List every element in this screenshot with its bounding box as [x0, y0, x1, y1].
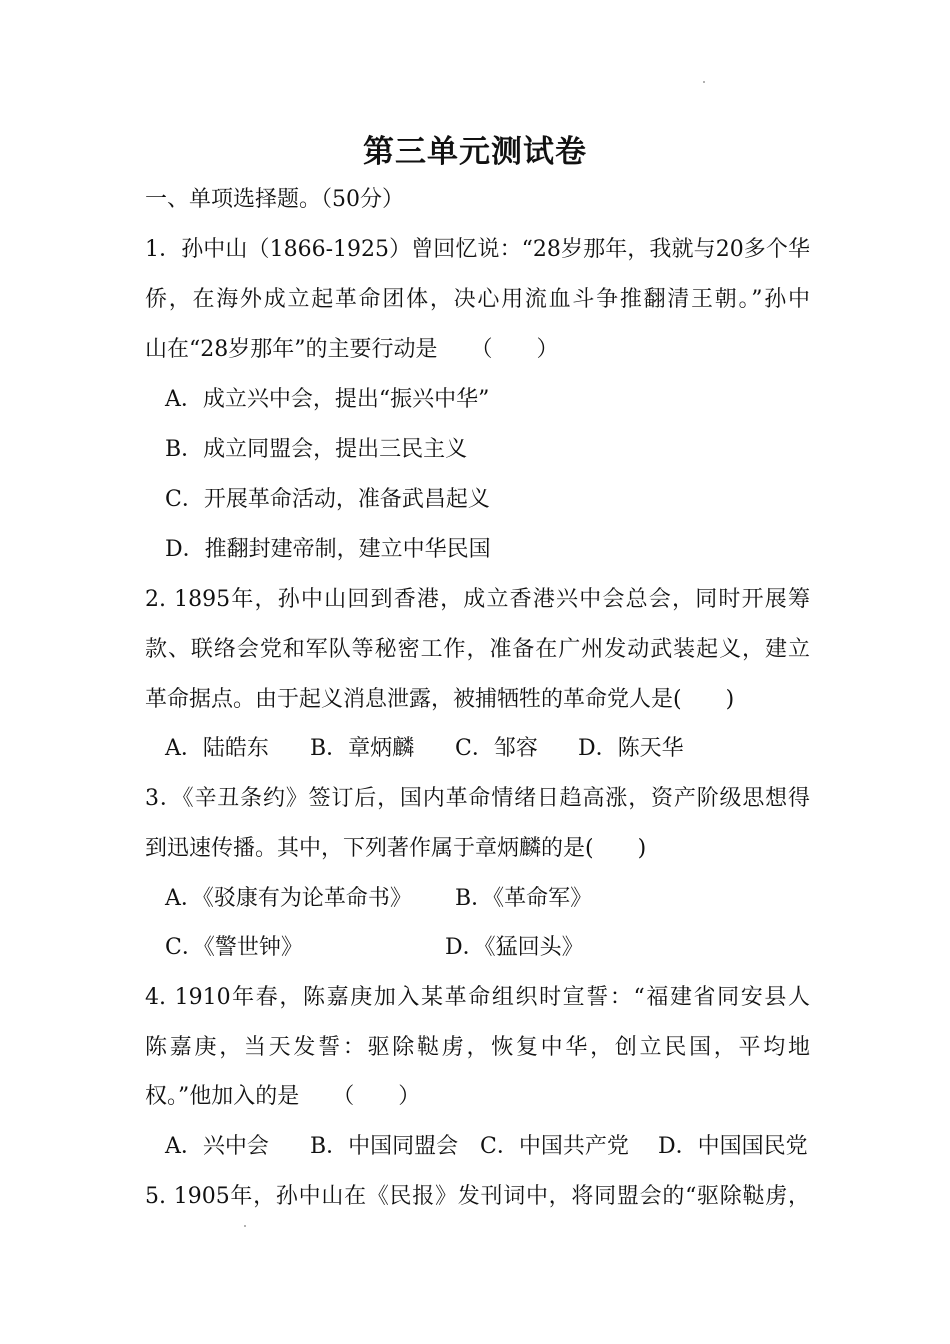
- question-4-option-a: A．兴中会: [165, 1134, 269, 1159]
- question-4-option-c: C．中国共产党: [480, 1134, 629, 1159]
- question-4-line-3: 权。”他加入的是 （ ）: [145, 1084, 421, 1109]
- question-4-line-1: 4. 1910年春，陈嘉庚加入某革命组织时宣誓：“福建省同安县人: [145, 985, 810, 1010]
- question-1-line-3: 山在“28岁那年”的主要行动是 （ ）: [145, 337, 559, 362]
- question-3-line-1: 3．《辛丑条约》签订后，国内革命情绪日趋高涨，资产阶级思想得: [145, 786, 810, 811]
- question-3-option-d: D．《猛回头》: [445, 935, 584, 960]
- question-1-line-2: 侨，在海外成立起革命团体，决心用流血斗争推翻清王朝。”孙中: [145, 287, 810, 312]
- question-2-option-b: B．章炳麟: [310, 736, 415, 761]
- question-1-option-d: D．推翻封建帝制，建立中华民国: [165, 537, 491, 562]
- scan-dot: [244, 1225, 246, 1227]
- question-3-option-b: B．《革命军》: [455, 886, 593, 911]
- question-3-option-c: C．《警世钟》: [165, 935, 303, 960]
- scan-dot: [703, 81, 705, 83]
- section-heading: 一、单项选择题。（50分）: [145, 187, 404, 212]
- question-3-options-row-2: [0, 932, 950, 964]
- question-2-option-c: C．邹容: [455, 736, 538, 761]
- question-4-options: [0, 1131, 950, 1163]
- question-2-line-3: 革命据点。由于起义消息泄露，被捕牺牲的革命党人是( ): [145, 687, 735, 712]
- question-1-option-c: C．开展革命活动，准备武昌起义: [165, 487, 490, 512]
- question-2-line-1: 2. 1895年，孙中山回到香港，成立香港兴中会总会，同时开展筹: [145, 587, 810, 612]
- question-2-line-2: 款、联络会党和军队等秘密工作，准备在广州发动武装起义，建立: [145, 637, 810, 662]
- question-4-option-d: D．中国国民党: [658, 1134, 808, 1159]
- question-3-line-2: 到迅速传播。其中，下列著作属于章炳麟的是( ): [145, 836, 647, 861]
- question-2-option-d: D．陈天华: [578, 736, 684, 761]
- question-1-option-a: A．成立兴中会，提出“振兴中华”: [165, 387, 490, 412]
- question-1-option-b: B．成立同盟会，提出三民主义: [165, 437, 468, 462]
- question-3-options-row-1: [0, 883, 950, 915]
- question-4-option-b: B．中国同盟会: [310, 1134, 459, 1159]
- question-2-option-a: A．陆皓东: [165, 736, 269, 761]
- question-3-option-a: A．《驳康有为论革命书》: [165, 886, 412, 911]
- page-title: 第三单元测试卷: [363, 134, 587, 170]
- question-5-line-1: 5. 1905年，孙中山在《民报》发刊词中，将同盟会的“驱除鞑虏，: [145, 1184, 810, 1209]
- question-4-line-2: 陈嘉庚，当天发誓：驱除鞑虏，恢复中华，创立民国，平均地: [145, 1035, 810, 1060]
- question-1-line-1: 1．孙中山（1866-1925）曾回忆说：“28岁那年，我就与20多个华: [145, 237, 810, 262]
- question-2-options: [0, 733, 950, 765]
